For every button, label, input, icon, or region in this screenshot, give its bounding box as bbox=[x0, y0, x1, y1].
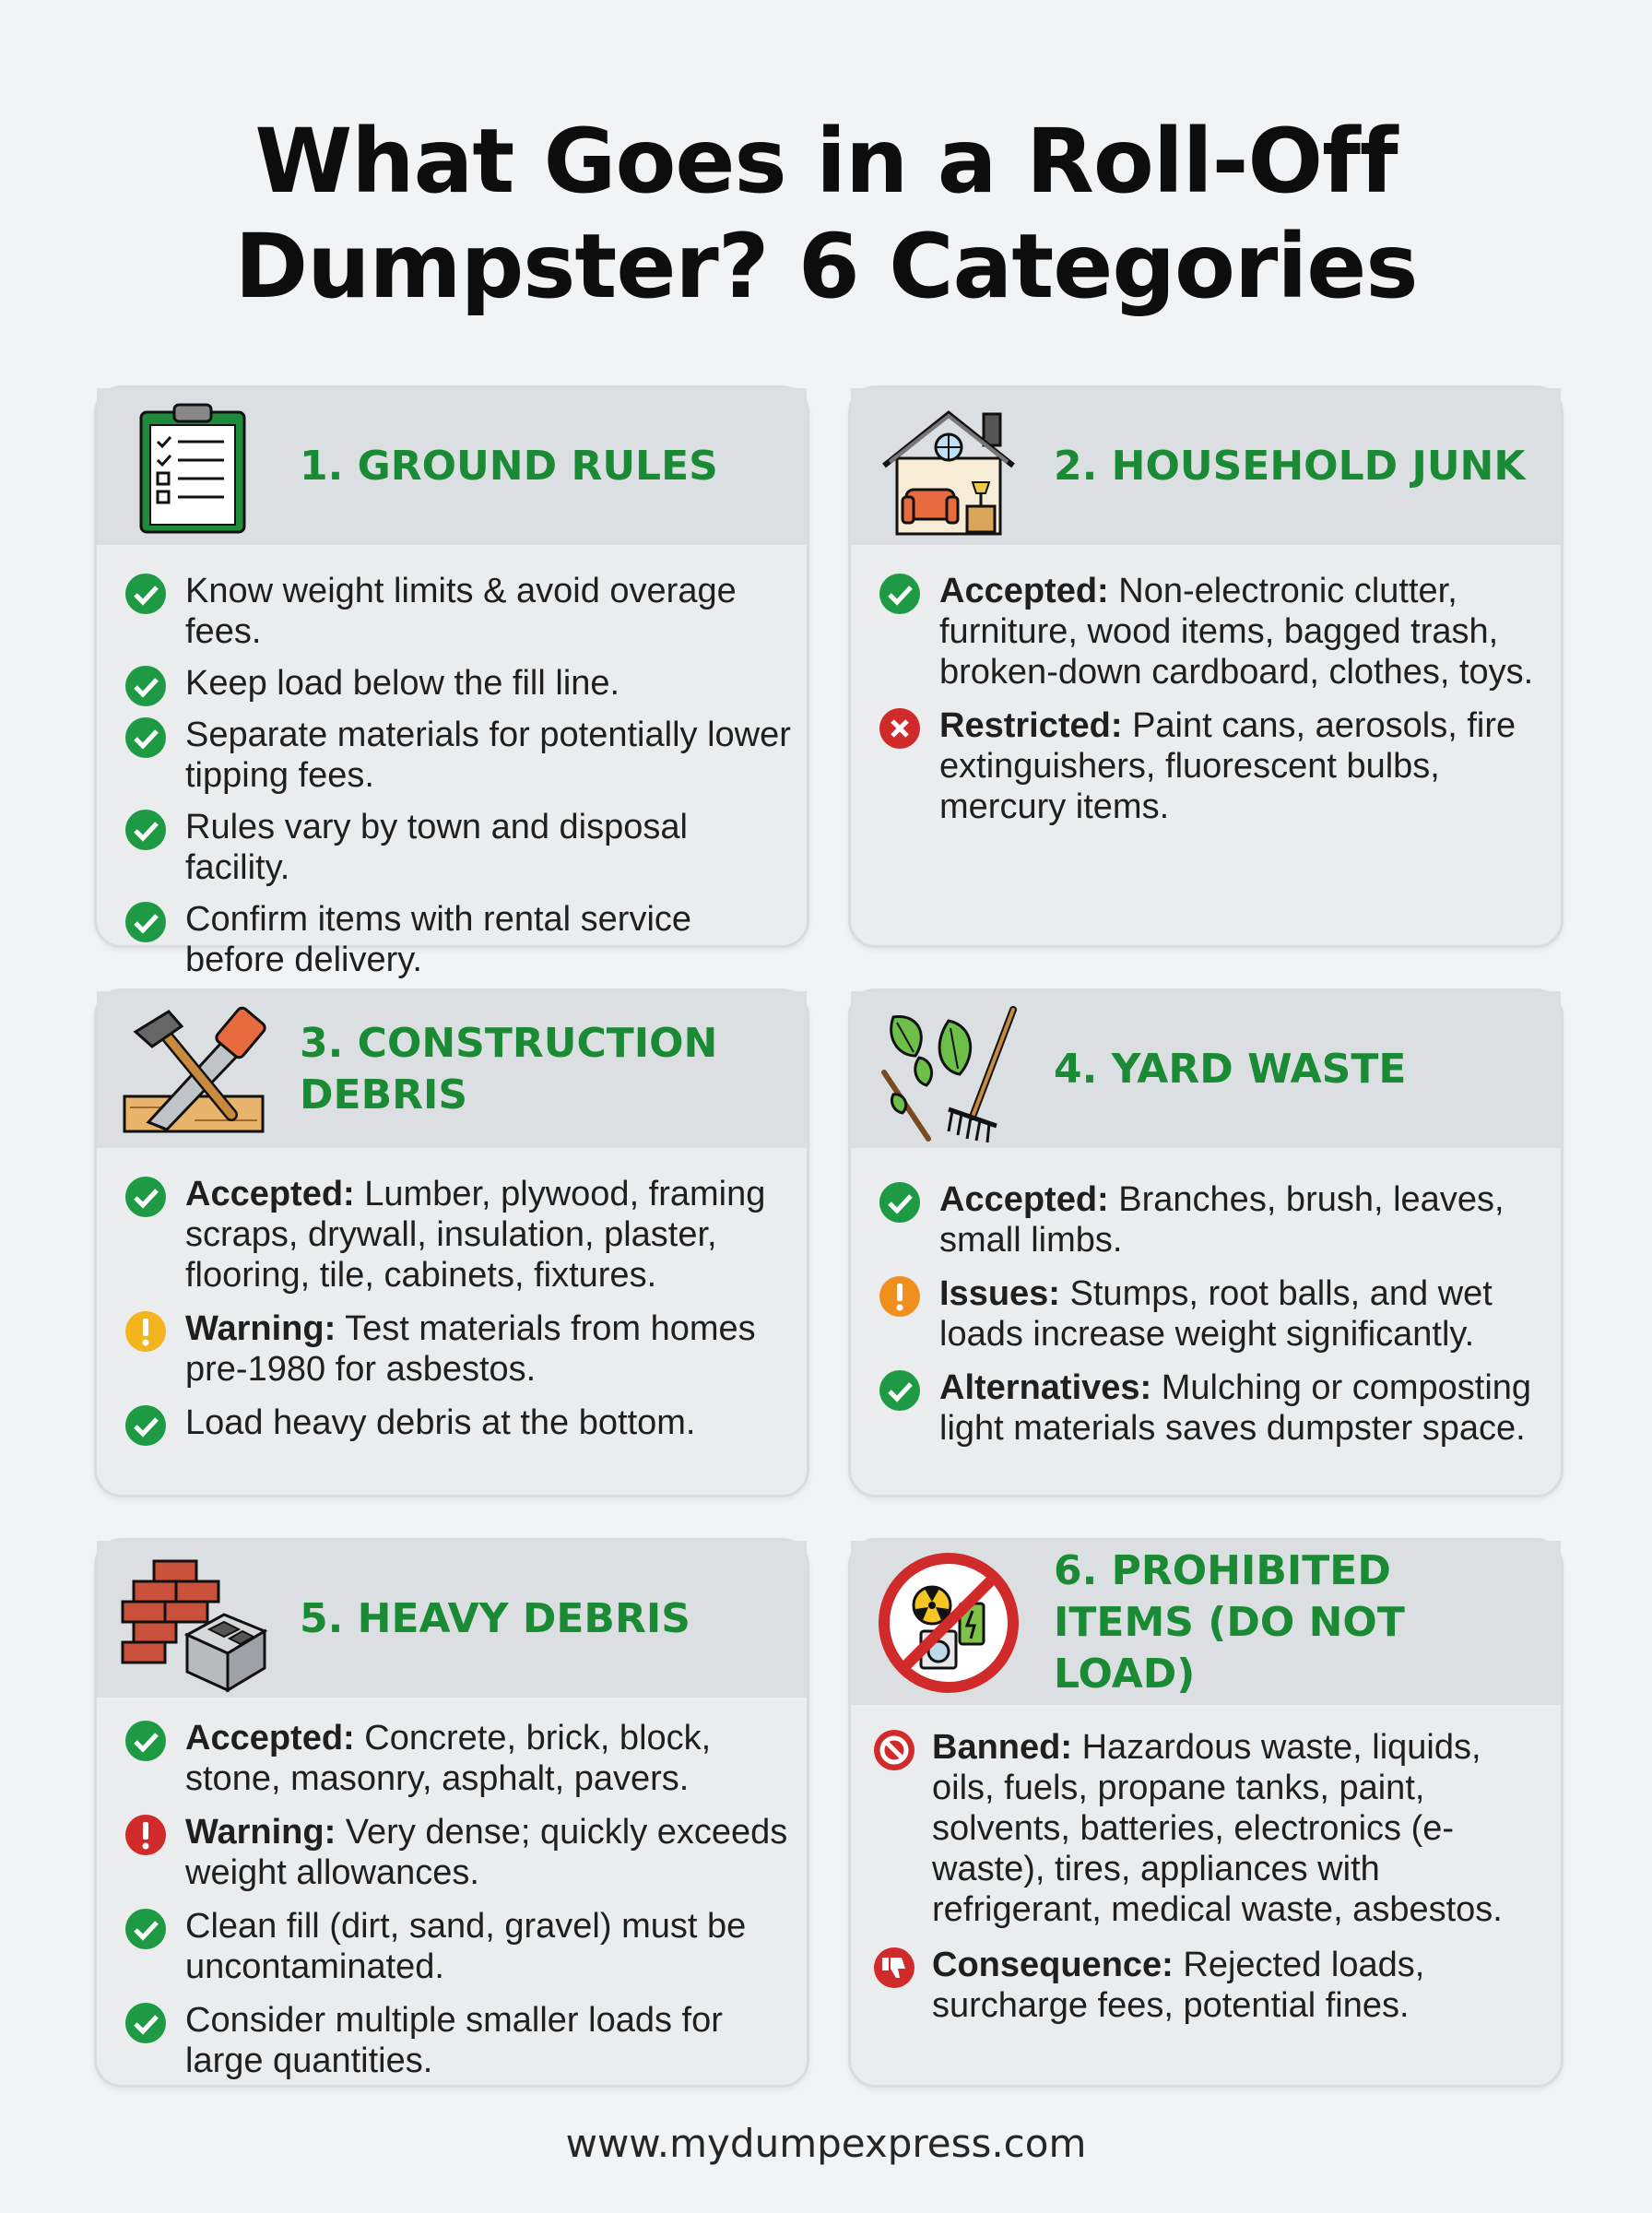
item-text: Keep load below the fill line. bbox=[185, 664, 620, 703]
list-item bbox=[124, 663, 794, 704]
check-icon bbox=[124, 573, 167, 615]
item-text: Rejected loads, surcharge fees, potential fines. bbox=[932, 1946, 1425, 2025]
cross-icon bbox=[879, 707, 921, 750]
item-label: Accepted: bbox=[185, 1175, 355, 1213]
card-title: 2. HOUSEHOLD JUNK bbox=[1054, 443, 1526, 490]
thumbs-down-icon bbox=[873, 1947, 915, 1989]
check-icon bbox=[124, 809, 167, 851]
item-label: Accepted: bbox=[185, 1719, 355, 1757]
card-title: 4. YARD WASTE bbox=[1054, 1046, 1407, 1093]
check-icon bbox=[879, 573, 921, 615]
banned-icon bbox=[873, 1729, 915, 1771]
page-title bbox=[0, 109, 1652, 319]
list-item bbox=[124, 1906, 794, 1987]
item-text: Branches, brush, leaves, small limbs. bbox=[939, 1180, 1504, 1260]
item-text: Separate materials for potentially lower tipping fees. bbox=[185, 716, 791, 795]
check-icon bbox=[124, 1404, 167, 1447]
warning-icon bbox=[124, 1310, 167, 1353]
item-text: Non-electronic clutter, furniture, wood items, bagged trash, broken-down cardboard, clothes, toys. bbox=[939, 572, 1534, 692]
warning-icon bbox=[879, 1275, 921, 1318]
check-icon bbox=[124, 901, 167, 943]
item-text: Paint cans, aerosols, fire extinguishers, fluorescent bulbs, mercury items. bbox=[939, 706, 1516, 826]
title-line-1: What Goes in a Roll-Off bbox=[254, 110, 1398, 213]
list-item bbox=[124, 1308, 794, 1390]
item-text: Test materials from homes pre-1980 for asbestos. bbox=[185, 1309, 756, 1389]
item-text: Clean fill (dirt, sand, gravel) must be uncontaminated. bbox=[185, 1907, 747, 1986]
list-item bbox=[124, 715, 794, 796]
list-item bbox=[124, 1402, 794, 1443]
card-body bbox=[97, 545, 807, 1006]
list-item bbox=[879, 1367, 1548, 1449]
card-household-junk bbox=[848, 385, 1564, 948]
card-title: 6. PROHIBITED ITEMS (DO NOT LOAD) bbox=[1054, 1547, 1405, 1698]
card-header bbox=[97, 388, 807, 545]
card-body bbox=[851, 1705, 1561, 2052]
check-icon bbox=[879, 1181, 921, 1224]
card-title: 3. CONSTRUCTION DEBRIS bbox=[300, 1020, 718, 1118]
item-text: Consider multiple smaller loads for large quantities. bbox=[185, 2001, 723, 2080]
hammer-saw-icon bbox=[121, 1004, 268, 1142]
item-label: Accepted: bbox=[939, 1180, 1109, 1219]
card-header bbox=[97, 1541, 807, 1698]
card-header bbox=[97, 991, 807, 1148]
list-item bbox=[879, 1273, 1548, 1355]
item-text: Load heavy debris at the bottom. bbox=[185, 1403, 696, 1442]
item-label: Warning: bbox=[185, 1813, 336, 1852]
card-body bbox=[851, 1148, 1561, 1474]
item-label: Issues: bbox=[939, 1274, 1060, 1313]
footer-website: www.mydumpexpress.com bbox=[565, 2121, 1087, 2166]
list-item bbox=[879, 571, 1548, 692]
check-icon bbox=[124, 2002, 167, 2044]
item-text: Know weight limits & avoid overage fees. bbox=[185, 572, 737, 651]
check-icon bbox=[124, 665, 167, 707]
card-title: 5. HEAVY DEBRIS bbox=[300, 1595, 690, 1642]
item-label: Restricted: bbox=[939, 706, 1123, 745]
list-item bbox=[124, 1718, 794, 1799]
card-construction-debris bbox=[94, 988, 809, 1497]
check-icon bbox=[879, 1369, 921, 1412]
check-icon bbox=[124, 1720, 167, 1762]
list-item bbox=[124, 571, 794, 652]
item-text: Hazardous waste, liquids, oils, fuels, propane tanks, paint, solvents, batteries, electronics (e-waste), tires, appliances with refrigerant, medical waste, asbestos. bbox=[932, 1728, 1503, 1929]
prohibited-hazard-icon bbox=[875, 1554, 1022, 1692]
card-header bbox=[851, 1541, 1561, 1705]
list-item bbox=[124, 1174, 794, 1296]
bricks-block-icon bbox=[121, 1554, 268, 1692]
item-text: Mulching or composting light materials saves dumpster space. bbox=[939, 1368, 1532, 1448]
clipboard-checklist-icon bbox=[121, 401, 268, 539]
card-header bbox=[851, 388, 1561, 545]
card-title: 1. GROUND RULES bbox=[300, 443, 718, 490]
item-text: Stumps, root balls, and wet loads increase weight significantly. bbox=[939, 1274, 1493, 1354]
check-icon bbox=[124, 716, 167, 759]
item-text: Rules vary by town and disposal facility. bbox=[185, 808, 688, 887]
check-icon bbox=[124, 1908, 167, 1950]
item-text: Concrete, brick, block, stone, masonry, asphalt, pavers. bbox=[185, 1719, 712, 1798]
card-yard-waste bbox=[848, 988, 1564, 1497]
title-line-2: Dumpster? 6 Categories bbox=[234, 215, 1418, 318]
item-label: Banned: bbox=[932, 1728, 1072, 1767]
card-header bbox=[851, 991, 1561, 1148]
item-label: Accepted: bbox=[939, 572, 1109, 610]
card-heavy-debris bbox=[94, 1538, 809, 2088]
leaves-rake-icon bbox=[875, 1004, 1022, 1142]
item-label: Warning: bbox=[185, 1309, 336, 1348]
item-label: Consequence: bbox=[932, 1946, 1174, 1984]
card-body bbox=[851, 545, 1561, 853]
card-body bbox=[97, 1698, 807, 2107]
list-item bbox=[124, 1812, 794, 1893]
list-item bbox=[873, 1945, 1548, 2026]
house-icon bbox=[875, 401, 1022, 539]
list-item bbox=[879, 1179, 1548, 1260]
list-item bbox=[879, 705, 1548, 827]
item-label: Alternatives: bbox=[939, 1368, 1152, 1407]
item-text: Lumber, plywood, framing scraps, drywall, insulation, plaster, flooring, tile, cabinets, fixtures. bbox=[185, 1175, 766, 1295]
list-item bbox=[124, 807, 794, 888]
list-item bbox=[873, 1727, 1548, 1930]
list-item bbox=[124, 899, 794, 980]
warning-icon bbox=[124, 1814, 167, 1856]
card-ground-rules bbox=[94, 385, 809, 979]
card-body bbox=[97, 1148, 807, 1469]
list-item bbox=[124, 2000, 794, 2081]
check-icon bbox=[124, 1176, 167, 1218]
card-prohibited-items bbox=[848, 1538, 1564, 2088]
item-text: Confirm items with rental service before delivery. bbox=[185, 900, 692, 979]
item-text: Very dense; quickly exceeds weight allowances. bbox=[185, 1813, 788, 1892]
